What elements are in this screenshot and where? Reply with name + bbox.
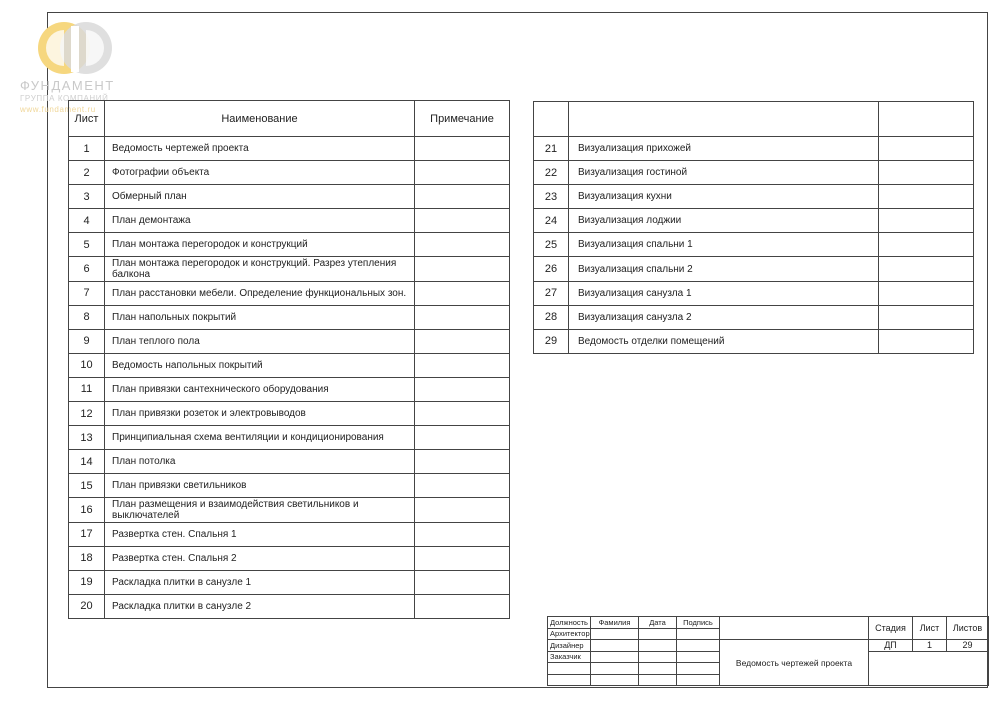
row-name: План расстановки мебели. Определение функциональных зон. [105, 281, 415, 305]
row-note [879, 185, 974, 209]
row-name: Ведомость отделки помещений [569, 329, 879, 353]
table-row [69, 450, 510, 474]
drawings-list-table-right [533, 101, 974, 354]
table-row [69, 185, 510, 209]
row-name: Ведомость напольных покрытий [105, 353, 415, 377]
row-note [415, 450, 510, 474]
row-number: 26 [534, 257, 569, 281]
row-name: Визуализация кухни [569, 185, 879, 209]
row-name: План напольных покрытий [105, 305, 415, 329]
column-header-name [569, 102, 879, 137]
table-row [69, 161, 510, 185]
table-row [69, 233, 510, 257]
row-name: Визуализация спальни 2 [569, 257, 879, 281]
row-number: 5 [69, 233, 105, 257]
row-note [415, 257, 510, 281]
row-note [415, 329, 510, 353]
row-note [879, 209, 974, 233]
table-row [534, 281, 974, 305]
table-row [534, 209, 974, 233]
row-number: 9 [69, 329, 105, 353]
row-note [415, 474, 510, 498]
row-note [879, 281, 974, 305]
stamp-header-position: Должность [548, 617, 591, 629]
row-note [415, 233, 510, 257]
table-row [534, 233, 974, 257]
stamp-sheet-label: Лист [913, 617, 947, 640]
table-row [69, 305, 510, 329]
row-note [415, 402, 510, 426]
table-header-row [69, 101, 510, 137]
row-note [415, 353, 510, 377]
row-note [879, 137, 974, 161]
row-number: 19 [69, 570, 105, 594]
stamp-header-surname: Фамилия [591, 617, 639, 629]
stamp-sheets-value: 29 [947, 640, 989, 652]
row-name: Визуализация санузла 2 [569, 305, 879, 329]
table-row [534, 329, 974, 353]
row-name: Визуализация лоджии [569, 209, 879, 233]
row-number: 12 [69, 402, 105, 426]
row-number: 28 [534, 305, 569, 329]
row-number: 18 [69, 546, 105, 570]
row-number: 1 [69, 137, 105, 161]
row-note [415, 522, 510, 546]
row-name: План монтажа перегородок и конструкций [105, 233, 415, 257]
table-row [69, 498, 510, 522]
row-number: 15 [69, 474, 105, 498]
stamp-role-designer: Дизайнер [548, 640, 591, 652]
row-note [879, 305, 974, 329]
table-row [534, 257, 974, 281]
row-number: 2 [69, 161, 105, 185]
row-number: 4 [69, 209, 105, 233]
row-number: 29 [534, 329, 569, 353]
row-note [415, 185, 510, 209]
row-number: 3 [69, 185, 105, 209]
row-name: План теплого пола [105, 329, 415, 353]
row-name: Ведомость чертежей проекта [105, 137, 415, 161]
logo-subtitle: ГРУППА КОМПАНИЙ [20, 94, 109, 103]
row-number: 8 [69, 305, 105, 329]
row-number: 21 [534, 137, 569, 161]
table-row [69, 402, 510, 426]
table-row [69, 546, 510, 570]
row-note [879, 161, 974, 185]
row-note [415, 161, 510, 185]
row-number: 10 [69, 353, 105, 377]
table-row [69, 257, 510, 281]
row-name: Обмерный план [105, 185, 415, 209]
row-name: План привязки розеток и электровыводов [105, 402, 415, 426]
table-row [69, 570, 510, 594]
table-row [534, 305, 974, 329]
stamp-blank-cell [720, 617, 869, 640]
stamp-stage-label: Стадия [869, 617, 913, 640]
row-number: 27 [534, 281, 569, 305]
row-name: Визуализация спальни 1 [569, 233, 879, 257]
table-row [534, 185, 974, 209]
row-number: 16 [69, 498, 105, 522]
column-header-note [879, 102, 974, 137]
stamp-role-architect: Архитектор [548, 628, 591, 640]
row-note [415, 305, 510, 329]
row-number: 6 [69, 257, 105, 281]
row-number: 11 [69, 377, 105, 401]
row-note [415, 426, 510, 450]
column-header-sheet: Лист [69, 101, 105, 137]
stamp-company-cell [869, 651, 989, 686]
stamp-header-signature: Подпись [677, 617, 720, 629]
row-note [879, 233, 974, 257]
row-note [879, 257, 974, 281]
table-row [534, 137, 974, 161]
stamp-sheet-value: 1 [913, 640, 947, 652]
row-note [415, 570, 510, 594]
row-name: Принципиальная схема вентиляции и кондиционирования [105, 426, 415, 450]
stamp-stage-value: ДП [869, 640, 913, 652]
row-note [415, 377, 510, 401]
row-name: План монтажа перегородок и конструкций. Разрез утепления балкона [105, 257, 415, 281]
row-note [879, 329, 974, 353]
row-number: 17 [69, 522, 105, 546]
row-number: 14 [69, 450, 105, 474]
stamp-document-title: Ведомость чертежей проекта [720, 640, 869, 686]
drawings-list-table-left [68, 100, 510, 619]
table-row [69, 353, 510, 377]
row-note [415, 546, 510, 570]
table-row [69, 594, 510, 618]
row-name: Визуализация гостиной [569, 161, 879, 185]
title-block [547, 616, 989, 686]
row-number: 23 [534, 185, 569, 209]
row-name: Визуализация прихожей [569, 137, 879, 161]
table-row [69, 329, 510, 353]
row-note [415, 137, 510, 161]
row-name: Развертка стен. Спальня 2 [105, 546, 415, 570]
row-number: 25 [534, 233, 569, 257]
row-number: 20 [69, 594, 105, 618]
table-row [69, 137, 510, 161]
table-header-row [534, 102, 974, 137]
column-header-name: Наименование [105, 101, 415, 137]
logo-name: ФУНДАМЕНТ [20, 78, 115, 93]
table-row [69, 209, 510, 233]
stamp-header-date: Дата [639, 617, 677, 629]
logo-website: www.fundament.ru [20, 105, 96, 114]
table-row [69, 377, 510, 401]
row-name: Раскладка плитки в санузле 2 [105, 594, 415, 618]
row-number: 22 [534, 161, 569, 185]
stamp-role-client: Заказчик [548, 651, 591, 663]
row-note [415, 498, 510, 522]
stamp-sheets-label: Листов [947, 617, 989, 640]
row-name: Визуализация санузла 1 [569, 281, 879, 305]
row-name: План размещения и взаимодействия светильников и выключателей [105, 498, 415, 522]
row-name: План демонтажа [105, 209, 415, 233]
table-row [534, 161, 974, 185]
row-number: 13 [69, 426, 105, 450]
column-header-note: Примечание [415, 101, 510, 137]
row-note [415, 281, 510, 305]
table-row [69, 474, 510, 498]
row-note [415, 594, 510, 618]
row-name: Раскладка плитки в санузле 1 [105, 570, 415, 594]
table-row [69, 281, 510, 305]
row-name: Развертка стен. Спальня 1 [105, 522, 415, 546]
row-name: План привязки светильников [105, 474, 415, 498]
row-name: Фотографии объекта [105, 161, 415, 185]
row-number: 24 [534, 209, 569, 233]
logo-mark-icon [36, 20, 116, 78]
table-row [69, 426, 510, 450]
row-name: План потолка [105, 450, 415, 474]
column-header-sheet [534, 102, 569, 137]
row-name: План привязки сантехнического оборудования [105, 377, 415, 401]
row-number: 7 [69, 281, 105, 305]
row-note [415, 209, 510, 233]
table-row [69, 522, 510, 546]
